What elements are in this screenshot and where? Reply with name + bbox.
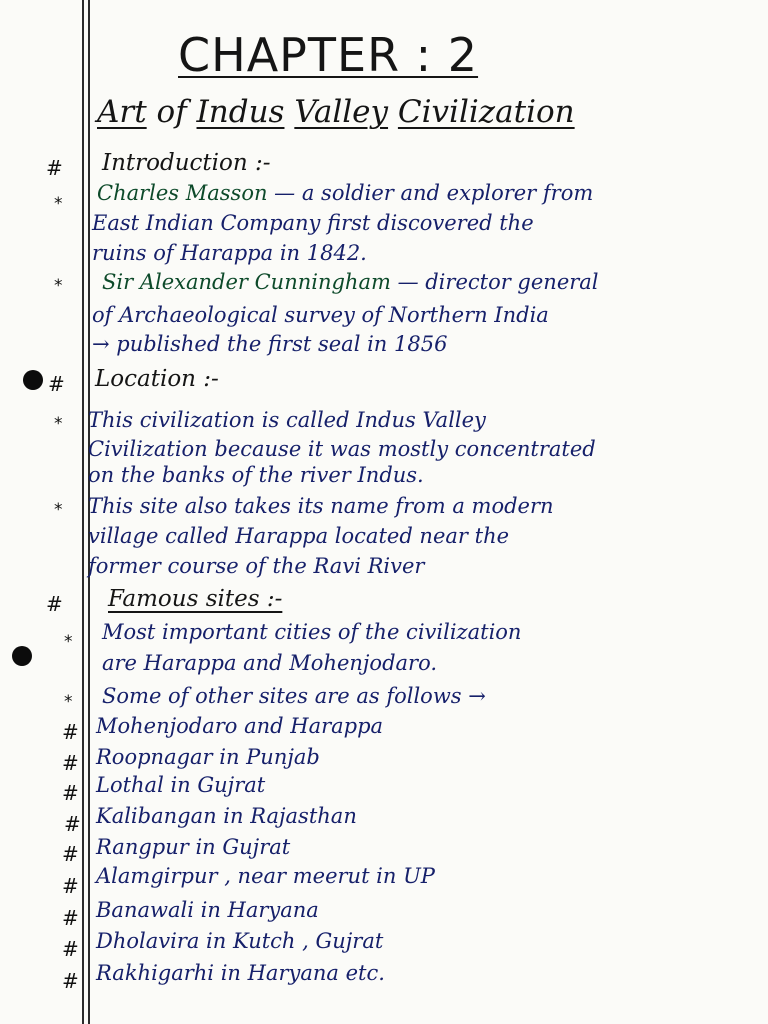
- hash-marker: #: [48, 372, 65, 396]
- hash-marker: #: [64, 812, 81, 836]
- text-line: on the banks of the river Indus.: [88, 463, 424, 487]
- site-item: Banawali in Haryana: [96, 898, 319, 922]
- chapter-title: CHAPTER : 2: [178, 28, 479, 82]
- text-line: Most important cities of the civilization: [102, 620, 522, 644]
- text-line: village called Harappa located near the: [88, 524, 510, 548]
- star-bullet: *: [54, 276, 63, 296]
- section-heading-introduction: Introduction :-: [102, 150, 271, 176]
- person-name: Charles Masson: [97, 181, 268, 205]
- star-bullet: *: [54, 414, 63, 434]
- text-line: are Harappa and Mohenjodaro.: [102, 651, 438, 675]
- site-item: Dholavira in Kutch , Gujrat: [96, 929, 384, 953]
- text-line: This civilization is called Indus Valley: [88, 408, 486, 432]
- site-item: Mohenjodaro and Harappa: [96, 714, 384, 738]
- subtitle-word: Valley: [294, 94, 389, 130]
- text-line: Civilization because it was mostly concentrated: [88, 437, 596, 461]
- subtitle-word: of: [156, 94, 187, 130]
- text-line: ruins of Harappa in 1842.: [92, 241, 367, 265]
- hash-marker: #: [62, 842, 79, 866]
- hash-marker: #: [62, 874, 79, 898]
- hash-marker: #: [62, 781, 79, 805]
- text-line: This site also takes its name from a modern: [88, 494, 554, 518]
- margin-line: [82, 0, 84, 1024]
- text-fragment: — director general: [390, 270, 599, 294]
- punch-hole: [12, 646, 32, 666]
- site-item: Rangpur in Gujrat: [96, 835, 291, 859]
- hash-marker: #: [62, 751, 79, 775]
- hash-marker: #: [62, 720, 79, 744]
- text-line: [102, 270, 599, 294]
- subtitle-word: Indus: [196, 94, 285, 130]
- star-bullet: *: [64, 632, 73, 652]
- site-item: Rakhigarhi in Haryana etc.: [96, 961, 385, 985]
- text-line: Some of other sites are as follows →: [102, 684, 486, 708]
- text-fragment: — a soldier and explorer from: [267, 181, 594, 205]
- subtitle-word: Art: [97, 94, 147, 130]
- text-line: [97, 181, 593, 205]
- section-heading-location: Location :-: [95, 366, 219, 392]
- punch-hole: [23, 370, 43, 390]
- subtitle: [97, 94, 575, 130]
- person-name: Sir Alexander Cunningham: [102, 270, 391, 294]
- hash-marker: #: [46, 592, 63, 616]
- hash-marker: #: [62, 969, 79, 993]
- star-bullet: *: [54, 194, 63, 214]
- site-item: Alamgirpur , near meerut in UP: [96, 864, 435, 888]
- hash-marker: #: [62, 906, 79, 930]
- site-item: Lothal in Gujrat: [96, 773, 266, 797]
- text-line: → published the first seal in 1856: [92, 332, 448, 356]
- hash-marker: #: [62, 937, 79, 961]
- section-heading-famous-sites: Famous sites :-: [108, 586, 283, 612]
- star-bullet: *: [64, 692, 73, 712]
- text-line: East Indian Company first discovered the: [92, 211, 534, 235]
- star-bullet: *: [54, 500, 63, 520]
- site-item: Kalibangan in Rajasthan: [96, 804, 357, 828]
- site-item: Roopnagar in Punjab: [96, 745, 320, 769]
- hash-marker: #: [46, 156, 63, 180]
- text-line: former course of the Ravi River: [88, 554, 425, 578]
- text-line: of Archaeological survey of Northern India: [92, 303, 549, 327]
- subtitle-word: Civilization: [397, 94, 575, 130]
